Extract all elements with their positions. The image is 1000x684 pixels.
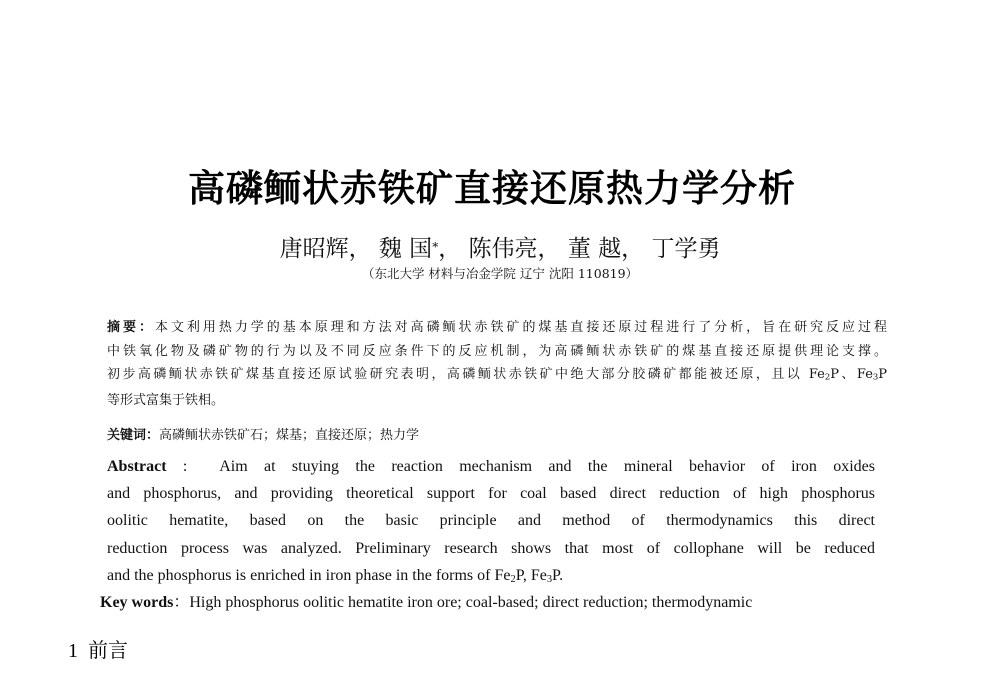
author-affiliation: （东北大学 材料与冶金学院 辽宁 沈阳 110819）	[361, 266, 639, 281]
abstract-line	[107, 453, 875, 480]
author-name: 丁学勇	[651, 236, 721, 262]
subscript: 2	[510, 573, 516, 585]
abstract-text: 初步高磷鲕状赤铁矿煤基直接还原试验研究表明，高磷鲕状赤铁矿中绝大部分胶磷矿都能被还原，且以 Fe	[107, 367, 825, 382]
subscript: 3	[546, 573, 553, 585]
abstract-text: reduction process was analyzed. Preliminary research shows that most of collophane will be reduced	[107, 539, 875, 557]
abstract-chinese	[107, 316, 887, 413]
section-number: 1	[68, 640, 78, 662]
section-title: 前言	[88, 638, 128, 662]
abstract-line	[107, 535, 875, 562]
abstract-line	[107, 363, 887, 389]
author-name: 魏 国	[378, 236, 433, 262]
paper-title: 高磷鲕状赤铁矿直接还原热力学分析	[188, 167, 796, 210]
abstract-english	[107, 453, 875, 593]
abstract-text: P	[878, 367, 888, 382]
keywords-label: 关键词：	[107, 428, 160, 443]
abstract-text: P.	[552, 566, 564, 584]
keywords-label-separator: ：	[173, 594, 190, 611]
abstract-line	[107, 340, 887, 364]
abstract-text: and the phosphorus is enriched in iron phase in the forms of Fe	[107, 566, 511, 584]
keywords-english	[100, 591, 752, 615]
abstract-line	[107, 507, 875, 534]
section-heading	[68, 636, 128, 665]
keywords-label: Key words	[100, 594, 174, 611]
abstract-line	[107, 389, 887, 413]
abstract-text: 中铁氧化物及磷矿物的行为以及不同反应条件下的反应机制，为高磷鲕状赤铁矿的煤基直接还原提供理论支撑。	[107, 343, 887, 359]
keywords-chinese	[107, 426, 419, 446]
abstract-text: Aim at stuying the reaction mechanism and the mineral behavior of iron oxides	[219, 458, 875, 475]
abstract-label: Abstract	[107, 458, 167, 475]
subscript: 2	[824, 371, 831, 382]
keywords-text: High phosphorus oolitic hematite iron ore; coal-based; direct reduction; thermodynamic	[189, 594, 753, 611]
abstract-line	[107, 316, 887, 340]
author-name: 唐昭辉，	[279, 236, 372, 262]
abstract-text: 本文利用热力学的基本原理和方法对高磷鲕状赤铁矿的煤基直接还原过程进行了分析，旨在研究反应过程	[154, 320, 887, 335]
author-name: 董 越，	[567, 236, 645, 262]
abstract-text: oolitic hematite, based on the basic principle and method of thermodynamics this direct	[107, 512, 875, 530]
subscript: 3	[872, 371, 879, 382]
abstract-text: P, Fe	[515, 566, 547, 584]
abstract-text: and phosphorus, and providing theoretical support for coal based direct reduction of high phosphorus	[107, 485, 875, 503]
abstract-text: 等形式富集于铁相。	[107, 393, 225, 409]
abstract-label: 摘要：	[107, 320, 155, 335]
abstract-line	[107, 480, 875, 507]
corresponding-author-mark: *	[432, 240, 439, 254]
author-name: 陈伟亮，	[468, 236, 561, 262]
abstract-line	[107, 562, 875, 593]
keywords-text: 高磷鲕状赤铁矿石；煤基；直接还原；热力学	[159, 428, 420, 443]
author-separator: ，	[438, 236, 462, 262]
author-list	[0, 234, 1000, 264]
abstract-label-separator: :	[166, 458, 220, 475]
abstract-text: P、Fe	[830, 367, 873, 382]
